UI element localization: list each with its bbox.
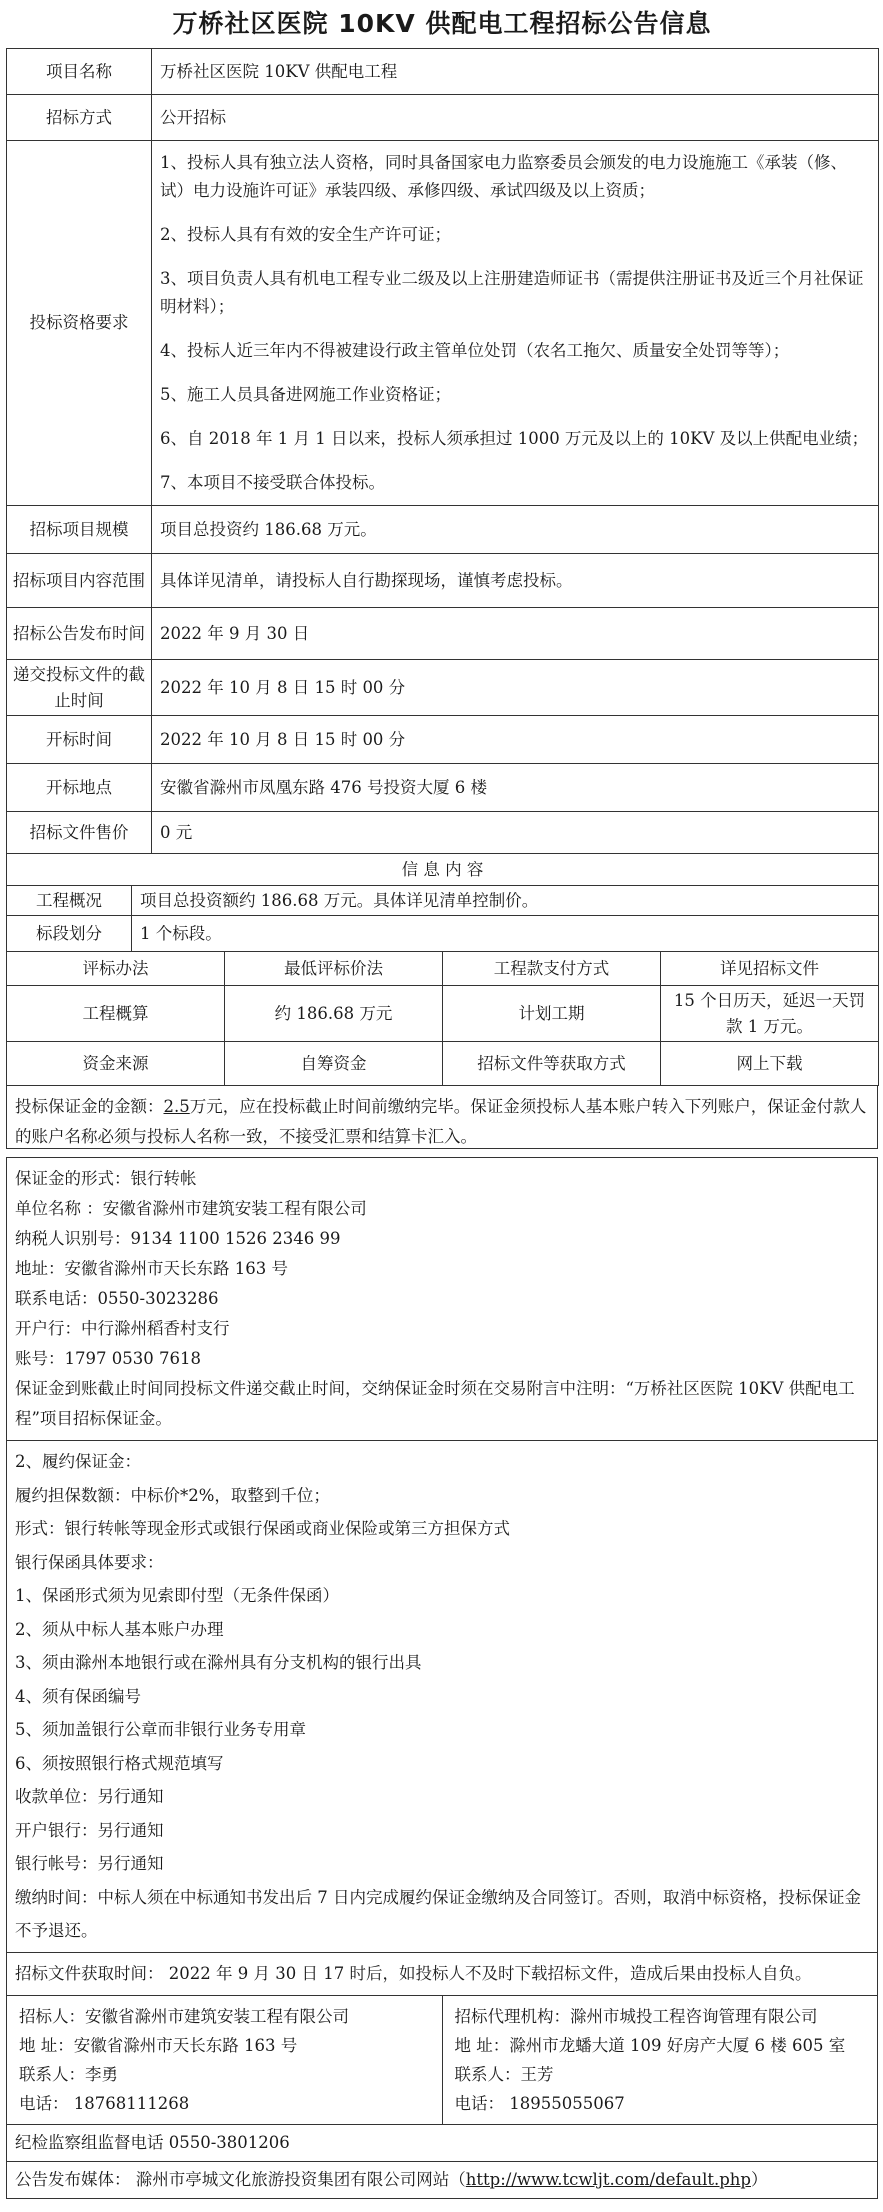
- agent-block: [442, 1996, 878, 2124]
- obtain-value: 网上下载: [661, 1042, 879, 1086]
- overview-value: 项目总投资额约 186.68 万元。具体详见清单控制价。: [132, 886, 879, 916]
- qualification-label: 投标资格要求: [7, 141, 152, 506]
- deadline-label: 递交投标文件的截止时间: [7, 660, 152, 716]
- period-value: 15 个日历天，延迟一天罚款 1 万元。: [661, 986, 879, 1042]
- deposit-amount: 2.5: [163, 1097, 190, 1116]
- bond-line: 2、履约保证金：: [15, 1452, 141, 1471]
- row-scale: [7, 506, 879, 554]
- budget-value: 约 186.68 万元: [225, 986, 443, 1042]
- media-suffix: ）: [750, 2169, 768, 2189]
- bank-line: 单位名称 ：安徽省滁州市建筑安装工程有限公司: [15, 1199, 367, 1218]
- bond-line: 3、须由滁州本地银行或在滁州具有分支机构的银行出具: [15, 1653, 422, 1672]
- row-doc-price: [7, 812, 879, 854]
- agent-line: 地 址：滁州市龙蟠大道 109 好房产大厦 6 楼 605 室: [454, 2035, 846, 2055]
- overview-label: 工程概况: [7, 886, 132, 916]
- agent-line: 联系人：王芳: [454, 2064, 554, 2084]
- doc-price-value: 0 元: [152, 812, 879, 854]
- qualification-item: 6、自 2018 年 1 月 1 日以来，投标人须承担过 1000 万元及以上的 10KV 及以上供配电业绩；: [160, 429, 869, 448]
- scale-value: 项目总投资约 186.68 万元。: [152, 506, 879, 554]
- qualification-item: 4、投标人近三年内不得被建设行政主管单位处罚（农名工拖欠、质量安全处罚等等）；: [160, 341, 790, 360]
- qualification-list: [152, 141, 879, 506]
- basic-info-table: [6, 48, 879, 854]
- open-place-label: 开标地点: [7, 764, 152, 812]
- deposit-suffix: 万元，应在投标截止时间前缴纳完毕。保证金须投标人基本账户转入下列账户，保证金付款人的账户名称必须与投标人名称一致，不接受汇票和结算卡汇入。: [15, 1097, 867, 1146]
- method-label: 招标方式: [7, 95, 152, 141]
- publish-time-value: 2022 年 9 月 30 日: [152, 608, 879, 660]
- eval-value: 最低评标价法: [225, 952, 443, 986]
- scope-label: 招标项目内容范围: [7, 554, 152, 608]
- row-qualification: [7, 141, 879, 506]
- budget-label: 工程概算: [7, 986, 225, 1042]
- contacts-section: [6, 1996, 878, 2125]
- lots-value: 1 个标段。: [132, 916, 879, 952]
- row-deadline: [7, 660, 879, 716]
- bank-line: 联系电话：0550-3023286: [15, 1289, 219, 1308]
- bond-line: 收款单位：另行通知: [15, 1787, 164, 1806]
- supervision-section: [6, 2125, 878, 2162]
- bond-line: 银行保函具体要求：: [15, 1552, 164, 1572]
- info-header: 信 息 内 容: [7, 854, 879, 886]
- publish-time-label: 招标公告发布时间: [7, 608, 152, 660]
- row-project-name: [7, 49, 879, 95]
- period-label: 计划工期: [443, 986, 661, 1042]
- evaluation-table: [6, 951, 879, 1086]
- info-content-table: [6, 853, 879, 952]
- row-method: [7, 95, 879, 141]
- bond-line: 开户银行：另行通知: [15, 1820, 164, 1840]
- notice-document: [6, 0, 878, 2199]
- qualification-item: 3、项目负责人具有机电工程专业二级及以上注册建造师证书（需提供注册证书及近三个月社保证明材料）；: [160, 269, 864, 316]
- tenderer-line: 电话： 18768111268: [19, 2093, 190, 2113]
- method-value: 公开招标: [152, 95, 879, 141]
- agent-line: 电话： 18955055067: [454, 2093, 625, 2113]
- bond-line: 形式：银行转帐等现金形式或银行保函或商业保险或第三方担保方式: [15, 1519, 510, 1538]
- qualification-item: 7、本项目不接受联合体投标。: [160, 473, 385, 492]
- row-open-time: [7, 716, 879, 764]
- obtain-time-section: [6, 1953, 878, 1996]
- scope-value: 具体详见清单，请投标人自行勘探现场，谨慎考虑投标。: [152, 554, 879, 608]
- open-place-value: 安徽省滁州市凤凰东路 476 号投资大厦 6 楼: [152, 764, 879, 812]
- bank-line: 纳税人识别号：9134 1100 1526 2346 99: [15, 1229, 341, 1248]
- media-section: [6, 2162, 878, 2199]
- bond-line: 4、须有保函编号: [15, 1686, 141, 1706]
- bond-line: 2、须从中标人基本账户办理: [15, 1619, 224, 1639]
- row-scope: [7, 554, 879, 608]
- bond-line: 1、保函形式须为见索即付型（无条件保函）: [15, 1586, 339, 1605]
- media-link[interactable]: http://www.tcwljt.com/default.php: [465, 2169, 751, 2189]
- supervision-text: 纪检监察组监督电话 0550-3801206: [15, 2132, 290, 2152]
- open-time-label: 开标时间: [7, 716, 152, 764]
- obtain-time-text: 招标文件获取时间： 2022 年 9 月 30 日 17 时后，如投标人不及时下载招标文件，造成后果由投标人自负。: [15, 1963, 812, 1983]
- bond-line: 6、须按照银行格式规范填写: [15, 1753, 224, 1773]
- open-time-value: 2022 年 10 月 8 日 15 时 00 分: [152, 716, 879, 764]
- performance-bond-section: [6, 1441, 878, 1953]
- fund-value: 自筹资金: [225, 1042, 443, 1086]
- bank-line: 保证金的形式：银行转帐: [15, 1169, 197, 1188]
- row-publish-time: [7, 608, 879, 660]
- scale-label: 招标项目规模: [7, 506, 152, 554]
- row-open-place: [7, 764, 879, 812]
- bank-line: 保证金到账截止时间同投标文件递交截止时间，交纳保证金时须在交易附言中注明：“万桥社区医院 10KV 供配电工程”项目招标保证金。: [15, 1379, 855, 1428]
- project-name-label: 项目名称: [7, 49, 152, 95]
- bond-line: 银行帐号：另行通知: [15, 1854, 164, 1873]
- lots-label: 标段划分: [7, 916, 132, 952]
- bond-line: 5、须加盖银行公章而非银行业务专用章: [15, 1720, 306, 1739]
- qualification-item: 5、施工人员具备进网施工作业资格证；: [160, 385, 451, 404]
- deposit-prefix: 投标保证金的金额：: [15, 1097, 164, 1116]
- pay-label: 工程款支付方式: [443, 952, 661, 986]
- agent-line: 招标代理机构：滁州市城投工程咨询管理有限公司: [454, 2006, 818, 2026]
- media-prefix: 公告发布媒体： 滁州市亭城文化旅游投资集团有限公司网站（: [15, 2169, 466, 2189]
- deadline-value: 2022 年 10 月 8 日 15 时 00 分: [152, 660, 879, 716]
- tenderer-block: [7, 1996, 442, 2124]
- project-name-value: 万桥社区医院 10KV 供配电工程: [152, 49, 879, 95]
- bank-line: 开户行：中行滁州稻香村支行: [15, 1319, 230, 1338]
- obtain-label: 招标文件等获取方式: [443, 1042, 661, 1086]
- page-title: 万桥社区医院 10KV 供配电工程招标公告信息: [172, 9, 712, 38]
- tenderer-line: 地 址：安徽省滁州市天长东路 163 号: [19, 2035, 298, 2055]
- bond-line: 缴纳时间：中标人须在中标通知书发出后 7 日内完成履约保证金缴纳及合同签订。否则，取消中标资格，投标保证金不予退还。: [15, 1887, 861, 1940]
- fund-label: 资金来源: [7, 1042, 225, 1086]
- bond-line: 履约担保数额：中标价*2%，取整到千位；: [15, 1485, 330, 1505]
- tenderer-line: 招标人：安徽省滁州市建筑安装工程有限公司: [19, 2006, 349, 2026]
- eval-label: 评标办法: [7, 952, 225, 986]
- bank-account-section: [6, 1157, 878, 1441]
- bank-line: 地址：安徽省滁州市天长东路 163 号: [15, 1259, 288, 1278]
- deposit-section: [6, 1086, 878, 1149]
- qualification-item: 2、投标人具有有效的安全生产许可证；: [160, 225, 451, 244]
- tenderer-line: 联系人：李勇: [19, 2064, 118, 2084]
- bank-line: 账号：1797 0530 7618: [15, 1349, 201, 1368]
- pay-value: 详见招标文件: [661, 952, 879, 986]
- doc-price-label: 招标文件售价: [7, 812, 152, 854]
- qualification-item: 1、投标人具有独立法人资格，同时具备国家电力监察委员会颁发的电力设施施工《承装（修、试）电力设施许可证》承装四级、承修四级、承试四级及以上资质；: [160, 153, 847, 200]
